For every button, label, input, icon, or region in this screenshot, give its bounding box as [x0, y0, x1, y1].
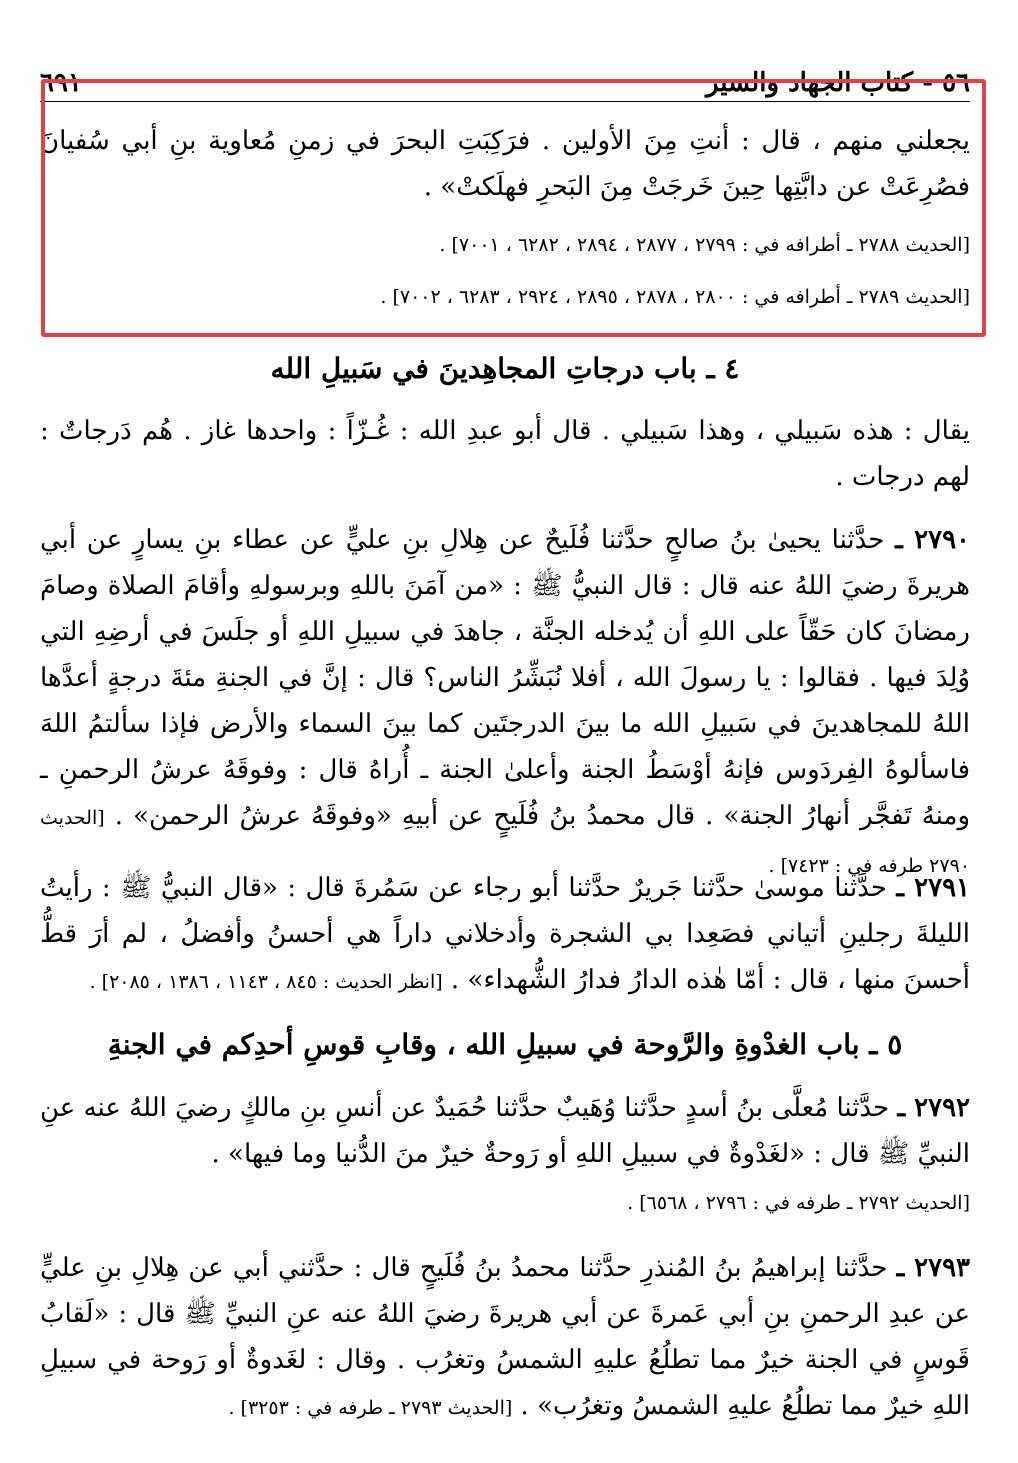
hadith-2791	[40, 865, 970, 1005]
chapter-heading-5: ٥ ـ باب الغدْوةِ والرَّوحة في سبيلِ الله ، وقابِ قوسِ أحدِكم في الجنةِ	[107, 1028, 903, 1061]
footnote-2788: [الحديث ٢٧٨٨ ـ أطرافه في : ٢٧٩٩ ، ٢٨٧٧ ، ٢٨٩٤ ، ٦٢٨٢ ، ٧٠٠١] .	[439, 234, 970, 256]
highlight-box	[41, 79, 986, 337]
hadith-ref: [الحديث ٢٧٩٠ طرفه في : ٧٤٢٣] .	[40, 807, 970, 877]
hadith-ref: [الحديث ٢٧٩٣ ـ طرفه في : ٣٢٥٣] .	[228, 1397, 513, 1419]
hadith-text: حدَّثنا مُعلَّى بنُ أسدٍ حدَّثنا وُهَيبٌ حدَّثنا حُمَيدٌ عن أنسِ بنِ مالكٍ رضيَ اللهُ عنه عنِ النبيِّ ﷺ قال : «لغَدْوةٌ في سبيلِ اللهِ أو رَوحةٌ خيرٌ منَ الدُّنيا وما فيها» .	[40, 1093, 970, 1169]
hadith-2793	[40, 1245, 970, 1431]
footnote-2789: [الحديث ٢٧٨٩ ـ أطرافه في : ٢٨٠٠ ، ٢٨٧٨ ، ٢٨٩٥ ، ٢٩٢٤ ، ٦٢٨٣ ، ٧٠٠٢] .	[380, 286, 970, 308]
hadith-2792	[40, 1085, 970, 1177]
paragraph-intro: يقال : هذه سَبيلي ، وهذا سَبيلي . قال أبو عبدِ الله : غُـزّاً : واحدها غاز . هُم دَرجاتٌ : لهم درجات .	[40, 416, 970, 492]
hadith-text: حدَّثنا موسىٰ حدَّثنا جَريرٌ حدَّثنا أبو رجاء عن سَمُرةَ قال : «قال النبيُّ ﷺ : رأيتُ الليلةَ رجلينِ أتياني فصَعِدا بي الشجرة وأدخلاني داراً هي أحسنُ وأفضلُ ، لم أرَ قطُّ أحسنَ منها ، قال : أمّا هٰذه الدارُ فدارُ الشُّهداء» .	[40, 873, 970, 995]
paragraph-continuation: يجعلني منهم ، قال : أنتِ مِنَ الأولين . فرَكِبَتِ البحرَ في زمنِ مُعاوية بنِ أبي سُفيانَ فصُرِعَتْ عن دابَّتِها حِينَ خَرجَتْ مِنَ البَحرِ فهلَكتْ» .	[40, 126, 970, 202]
hadith-text: حدَّثنا إبراهيمُ بنُ المُنذرِ حدَّثنا محمدُ بنُ فُلَيحٍ قال : حدَّثني أبي عن هِلالِ بنِ عليٍّ عن عبدِ الرحمنِ بنِ أبي عَمرةَ عن أبي هريرةَ رضيَ اللهُ عنه عنِ النبيِّ ﷺ قال : «لَقابُ قَوسٍ في الجنة خيرٌ مما تطلُعُ عليهِ الشمسُ وتغرُب . وقال : لغَدوةٌ أو رَوحة في سبيلِ اللهِ خيرٌ مما تطلُعُ عليهِ الشمسُ وتغرُب» .	[40, 1253, 970, 1421]
hadith-2790	[40, 517, 970, 889]
chapter-title: ٥٦ - كتاب الجهاد والسير	[705, 68, 970, 98]
hadith-number: ٢٧٩٢ ـ	[897, 1093, 971, 1123]
hadith-ref: [انظر الحديث : ٨٤٥ ، ١١٤٣ ، ١٣٨٦ ، ٢٠٨٥] .	[89, 971, 443, 993]
hadith-number: ٢٧٩٣ ـ	[896, 1253, 971, 1283]
page-number: ٦٩١	[40, 68, 82, 98]
hadith-number: ٢٧٩٠ ـ	[895, 525, 971, 555]
hadith-number: ٢٧٩١ ـ	[896, 873, 970, 903]
hadith-text: حدَّثنا يحيىٰ بنُ صالحٍ حدَّثنا فُلَيحٌ عن هِلالِ بنِ عليٍّ عن عطاء بنِ يسارٍ عن أبي هريرةَ رضيَ اللهُ عنه قال : قال النبيُّ ﷺ : «من آمَنَ باللهِ وبرسولهِ وأقامَ الصلاة وصامَ رمضانَ كان حَقّاً على اللهِ أن يُدخله الجنَّة ، جاهدَ في سبيلِ اللهِ أو جلَسَ في أرضِهِ التي وُلِدَ فيها . فقالوا : يا رسولَ الله ، أفلا نُبَشِّرُ الناس؟ قال : إنَّ في الجنةِ مئةَ درجةٍ أعدَّها اللهُ للمجاهدينَ في سَبيلِ الله ما بينَ الدرجتَين كما بينَ السماء والأرض فإذا سألتمُ اللهَ فاسألوهُ الفِردَوس فإنهُ أوْسَطُ الجنة وأعلىٰ الجنة ـ أُراهُ قال : وفوقَهُ عرشُ الرحمنِ ـ ومنهُ تَفجَّر أنهارُ الجنة» . قال محمدُ بنُ فُلَيحٍ عن أبيهِ «وفوقَهُ عرشُ الرحمن» .	[40, 525, 970, 831]
footnote-2792: [الحديث ٢٧٩٢ ـ طرفه في : ٢٧٩٦ ، ٦٥٦٨] .	[627, 1192, 970, 1214]
chapter-heading-4: ٤ ـ باب درجاتِ المجاهِدينَ في سَبيلِ الله	[270, 352, 740, 385]
